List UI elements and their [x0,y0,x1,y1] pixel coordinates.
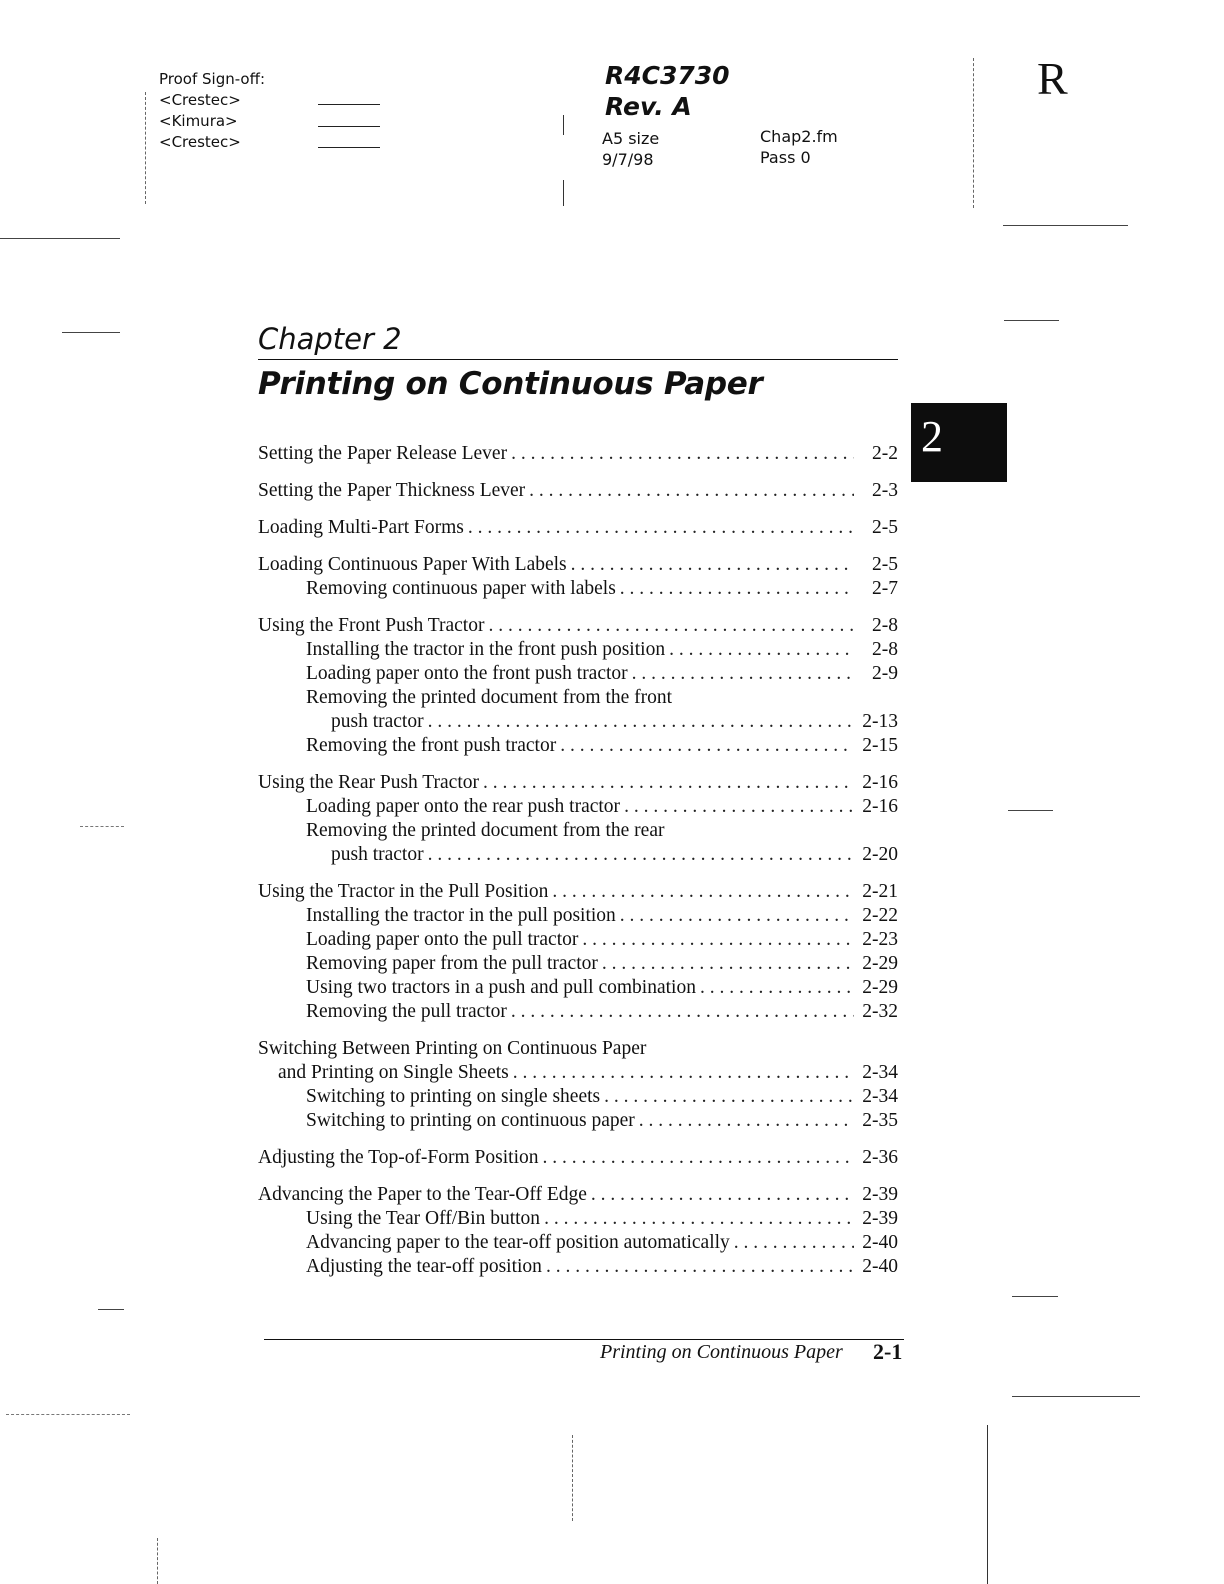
page-mark: R [1037,53,1068,104]
toc-entry[interactable] [258,843,898,867]
toc-leader-dots [624,795,854,819]
toc-entry[interactable] [258,553,898,577]
doc-file: Chap2.fm [760,127,838,146]
toc-entry-title: Removing continuous paper with labels [306,578,616,599]
crop-mark [62,332,120,333]
toc-entry[interactable] [258,1207,898,1231]
crop-mark [563,115,564,135]
toc-entry-title: Installing the tractor in the pull position [306,905,616,926]
reviewer-2: <Kimura> [159,112,238,130]
toc-entry-title: Removing the front push tractor [306,735,557,756]
toc-entry-page: 2-39 [862,1184,898,1205]
toc-group [258,479,898,503]
toc-entry-page: 2-34 [862,1062,898,1083]
toc-entry-title: push tractor [331,844,424,865]
toc-group [258,1183,898,1279]
toc-entry-title: Using the Rear Push Tractor [258,772,479,793]
toc-leader-dots [591,1183,854,1207]
toc-entry-page: 2-16 [862,772,898,793]
toc-leader-dots [604,1085,854,1109]
toc-entry-title: Setting the Paper Release Lever [258,443,508,464]
toc-entry-page: 2-9 [872,663,898,684]
toc-entry-title: Switching Between Printing on Continuous Paper [258,1038,647,1059]
crop-mark [6,1414,130,1415]
toc-entry-title: Loading Continuous Paper With Labels [258,554,567,575]
toc-entry-title: Loading paper onto the rear push tractor [306,796,621,817]
signature-line [318,126,380,127]
crop-mark [98,1309,124,1310]
toc-entry-title: Advancing the Paper to the Tear-Off Edge [258,1184,587,1205]
footer-title: Printing on Continuous Paper [600,1341,843,1363]
toc-entry-title: Using the Tractor in the Pull Position [258,881,549,902]
toc-entry-page: 2-15 [862,735,898,756]
toc-entry[interactable] [258,1000,898,1024]
signature-line [318,104,380,105]
toc-entry-page: 2-8 [872,615,898,636]
toc-entry-title: Setting the Paper Thickness Lever [258,480,526,501]
toc-leader-dots [582,928,854,952]
crop-mark [1004,320,1059,321]
crop-mark [1008,810,1053,811]
toc-entry-title: Adjusting the Top-of-Form Position [258,1147,539,1168]
chapter-tab [911,403,1007,482]
toc-entry[interactable] [258,952,898,976]
document-revision: Rev. A [605,92,692,121]
toc-entry-page: 2-34 [862,1086,898,1107]
toc-entry-page: 2-29 [862,953,898,974]
toc-entry-page: 2-5 [872,554,898,575]
toc-entry-page: 2-16 [862,796,898,817]
toc-entry-title: and Printing on Single Sheets [278,1062,509,1083]
crop-mark [1012,1396,1140,1397]
toc-entry-title: Using the Front Push Tractor [258,615,485,636]
crop-mark [1012,1296,1058,1297]
toc-entry[interactable] [258,904,898,928]
toc-entry[interactable] [258,771,898,795]
proof-signoff [159,69,265,153]
toc-leader-dots [483,771,854,795]
toc-entry-page: 2-5 [872,517,898,538]
toc-leader-dots [734,1231,854,1255]
toc-entry[interactable] [258,638,898,662]
toc-entry[interactable] [258,1255,898,1279]
crop-mark [145,92,146,204]
toc-entry-page: 2-13 [862,711,898,732]
toc-leader-dots [669,638,854,662]
chapter-tab-number: 2 [921,412,943,461]
toc-entry-title: Removing paper from the pull tractor [306,953,598,974]
toc-entry-title: Switching to printing on single sheets [306,1086,601,1107]
toc-entry[interactable] [258,1061,898,1085]
crop-mark [157,1538,158,1584]
toc-leader-dots [571,553,854,577]
toc-leader-dots [639,1109,854,1133]
crop-mark [987,1425,988,1584]
toc-entry-page: 2-21 [862,881,898,902]
toc-entry-title: Advancing paper to the tear-off position automatically [306,1232,730,1253]
toc-entry-page: 2-39 [862,1208,898,1229]
toc-entry[interactable] [258,795,898,819]
crop-mark [0,238,120,239]
toc-entry[interactable] [258,1231,898,1255]
toc-group [258,880,898,1024]
toc-entry-title: push tractor [331,711,424,732]
toc-leader-dots [632,662,854,686]
toc-entry[interactable] [258,928,898,952]
toc-entry-title: Using the Tear Off/Bin button [306,1208,541,1229]
toc-entry-page: 2-3 [872,480,898,501]
toc-leader-dots [529,479,854,503]
toc-entry-page: 2-8 [872,639,898,660]
proof-label: Proof Sign-off: [159,70,265,88]
toc-entry-title: Removing the printed document from the front [306,687,673,708]
reviewer-1: <Crestec> [159,91,241,109]
toc-group [258,442,898,466]
toc-entry[interactable] [258,976,898,1000]
document-code-block [605,60,730,122]
toc-entry[interactable] [258,1085,898,1109]
toc-entry-page: 2-20 [862,844,898,865]
toc-entry-title: Loading Multi-Part Forms [258,517,464,538]
toc-entry-title: Loading paper onto the pull tractor [306,929,579,950]
table-of-contents [258,442,898,1292]
chapter-rule [258,359,898,360]
toc-entry[interactable] [258,614,898,638]
toc-leader-dots [552,880,854,904]
toc-group [258,516,898,540]
footer-page-number: 2-1 [873,1339,903,1364]
footer-rule [264,1339,904,1340]
toc-group [258,771,898,867]
toc-leader-dots [513,1061,854,1085]
toc-entry[interactable] [258,1037,898,1061]
crop-mark [1003,225,1128,226]
toc-entry-page: 2-22 [862,905,898,926]
crop-mark [563,180,564,206]
toc-entry-title: Using two tractors in a push and pull combination [306,977,696,998]
toc-group [258,1146,898,1170]
toc-entry-page: 2-29 [862,977,898,998]
toc-leader-dots [511,442,854,466]
toc-entry-title: Switching to printing on continuous paper [306,1110,635,1131]
toc-entry-title: Loading paper onto the front push tractor [306,663,628,684]
toc-entry[interactable] [258,516,898,540]
toc-entry-page: 2-7 [872,578,898,599]
toc-leader-dots [620,904,854,928]
crop-mark [572,1435,573,1521]
toc-entry[interactable] [258,1109,898,1133]
toc-leader-dots [488,614,854,638]
toc-entry-page: 2-35 [862,1110,898,1131]
toc-leader-dots [602,952,854,976]
crop-mark [973,58,974,208]
toc-entry-title: Adjusting the tear-off position [306,1256,542,1277]
toc-leader-dots [511,1000,854,1024]
chapter-label: Chapter 2 [258,322,402,356]
toc-entry-page: 2-32 [862,1001,898,1022]
doc-meta-right [760,126,838,168]
document-code: R4C3730 [605,61,730,90]
toc-entry-page: 2-36 [862,1147,898,1168]
doc-size: A5 size [602,129,660,148]
toc-entry-title: Installing the tractor in the front push position [306,639,666,660]
toc-entry-title: Removing the printed document from the rear [306,820,665,841]
toc-leader-dots [544,1207,854,1231]
toc-entry[interactable] [258,710,898,734]
toc-leader-dots [700,976,854,1000]
toc-entry[interactable] [258,442,898,466]
toc-group [258,553,898,601]
toc-leader-dots [546,1255,854,1279]
toc-entry-page: 2-40 [862,1232,898,1253]
doc-date: 9/7/98 [602,150,654,169]
doc-pass: Pass 0 [760,148,811,167]
toc-leader-dots [560,734,854,758]
toc-leader-dots [428,843,854,867]
toc-entry[interactable] [258,880,898,904]
toc-entry[interactable] [258,1183,898,1207]
signature-line [318,147,380,148]
toc-entry[interactable] [258,577,898,601]
toc-leader-dots [428,710,854,734]
toc-entry-page: 2-2 [872,443,898,464]
toc-entry-title: Removing the pull tractor [306,1001,507,1022]
toc-entry[interactable] [258,686,898,710]
crop-mark [80,826,124,827]
toc-entry[interactable] [258,1146,898,1170]
toc-entry[interactable] [258,662,898,686]
toc-leader-dots [620,577,854,601]
doc-meta-left [602,128,659,170]
toc-leader-dots [468,516,854,540]
toc-entry[interactable] [258,734,898,758]
toc-group [258,1037,898,1133]
toc-group [258,614,898,758]
toc-leader-dots [543,1146,855,1170]
toc-entry-page: 2-40 [862,1256,898,1277]
toc-entry-page: 2-23 [862,929,898,950]
toc-entry[interactable] [258,819,898,843]
toc-entry[interactable] [258,479,898,503]
chapter-title: Printing on Continuous Paper [258,366,763,402]
reviewer-3: <Crestec> [159,133,241,151]
